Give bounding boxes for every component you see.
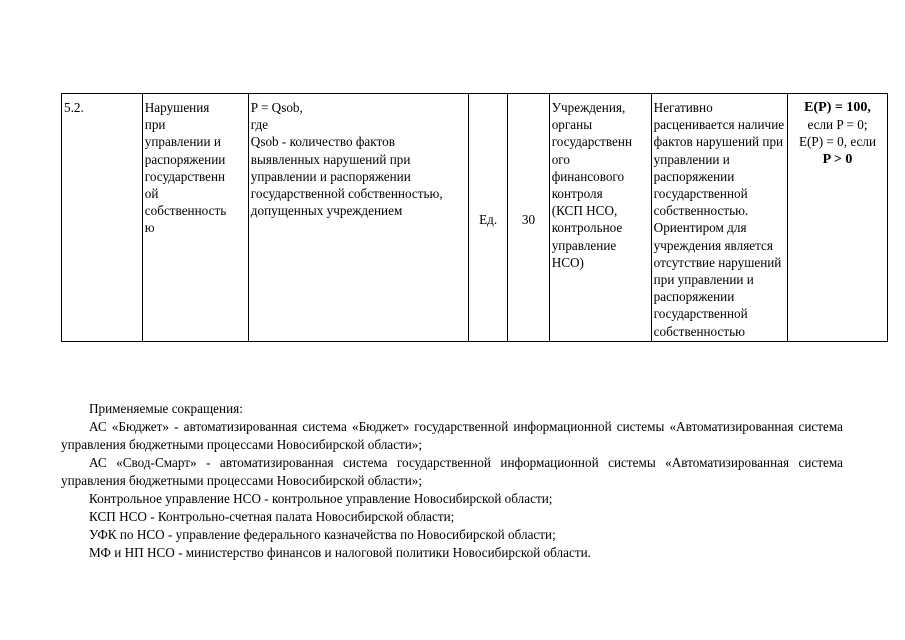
indicator-number-cell (62, 94, 143, 342)
abbreviations-heading: Применяемые сокращения: (89, 401, 243, 416)
indicator-name-line: управлении и (144, 134, 221, 150)
weight-cell (508, 94, 549, 342)
note-text: Негативно расценивается наличие фактов нарушений при управлении и распоряжении государственной собственностью. Ориентиром для учреждения является отсутствие нарушений при управлении и распоряжении государственной собственностью (653, 100, 785, 339)
indicator-name-line: ю (144, 220, 155, 236)
indicator-name-line: Нарушения (144, 100, 210, 115)
formula-where: где (250, 117, 269, 133)
formula-cell (248, 94, 468, 342)
indicator-name-line: распоряжении (144, 151, 226, 167)
source-line: контроля (551, 186, 603, 202)
formula-description: Qsob - количество фактов выявленных нарушений при управлении и распоряжении государственной собственностью, допущенных учреждением (250, 134, 443, 219)
abbreviation-item: УФК по НСО - управление федерального казначейства по Новосибирской области; (89, 527, 556, 542)
source-line: государственн (551, 134, 633, 150)
calc-line: E(P) = 0, если (798, 134, 877, 150)
calc-line: P > 0 (822, 151, 853, 167)
calculation-cell (787, 94, 887, 342)
source-line: (КСП НСО, (551, 203, 618, 219)
abbreviation-item: АС «Свод-Смарт» - автоматизированная система государственной информационной системы «Автоматизированная система управления бюджетными процессами Новосибирской области»; (61, 455, 843, 488)
calc-line: если P = 0; (807, 117, 868, 133)
indicator-number: 5.2. (64, 100, 84, 115)
indicator-name-line: при (144, 117, 166, 133)
abbreviation-item: КСП НСО - Контрольно-счетная палата Новосибирской области; (89, 509, 455, 524)
indicator-name-cell (142, 94, 248, 342)
formula-title: P = Qsob, (250, 100, 303, 115)
table-row (62, 94, 888, 342)
source-line: НСО) (551, 254, 584, 270)
abbreviation-item: АС «Бюджет» - автоматизированная система «Бюджет» государственной информационной системы «Автоматизированная система управления бюджетными процессами Новосибирской области»; (61, 419, 843, 452)
source-line: органы (551, 117, 593, 133)
indicator-name-line: собственность (144, 203, 227, 219)
note-cell (651, 94, 787, 342)
indicator-name-line: государственн (144, 168, 226, 184)
abbreviation-item: МФ и НП НСО - министерство финансов и налоговой политики Новосибирской области. (89, 545, 591, 560)
abbreviation-item: Контрольное управление НСО - контрольное управление Новосибирской области; (89, 491, 553, 506)
unit-value: Ед. (479, 211, 498, 227)
indicator-name-line: ой (144, 186, 159, 202)
source-line: управление (551, 237, 617, 253)
abbreviations-section (61, 400, 843, 562)
source-line: Учреждения, (551, 100, 626, 115)
unit-cell (468, 94, 507, 342)
source-line: финансового (551, 168, 625, 184)
weight-value: 30 (521, 211, 536, 227)
indicator-table (61, 93, 888, 342)
source-line: ого (551, 151, 570, 167)
source-line: контрольное (551, 220, 623, 236)
source-cell (549, 94, 651, 342)
calc-line: E(P) = 100, (804, 100, 871, 115)
